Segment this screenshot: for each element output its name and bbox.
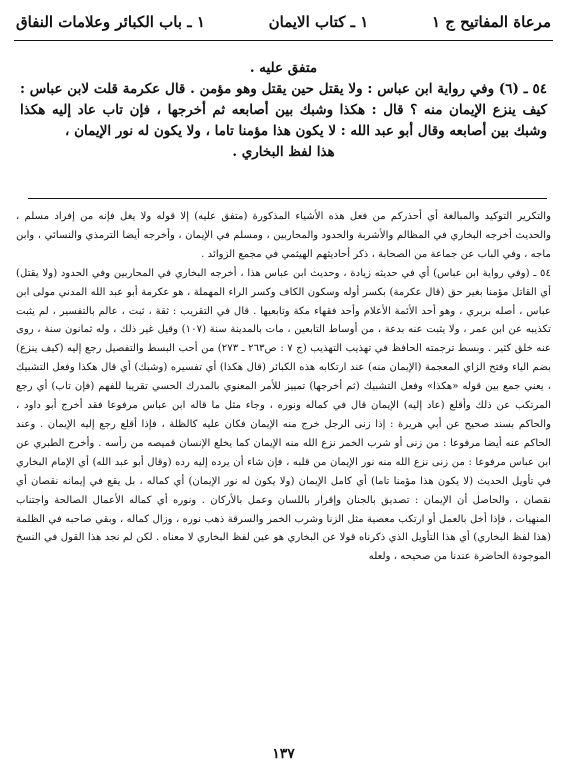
section-divider bbox=[28, 198, 547, 199]
hadith-ending: هذا لفظ البخاري . bbox=[232, 144, 335, 160]
hadith-block bbox=[20, 58, 547, 163]
commentary-paragraph: ٥٤ ـ (وفي رواية ابن عباس) أي في حديثه زيادة ، وحديث ابن عباس هذا ، أخرجه البخاري في المحاربين وفي الحدود (ولا يقتل) أي القاتل مؤمنا بغير حق (قال عكرمة) بكسر أوله وسكون الكاف وكسر الراء المهملة ، هو عكرمة أبو عبد الله المدني مولى ابن عباس ، أصله بربري ، وهو أحد الأئمة الأعلام وأحد فقهاء مكة وتابعيها . قال في التقريب : ثقة ، ثبت ، عالم بالتفسير ، لم يثبت تكذيبه عن ابن عمر ، ولا يثبت عنه بدعة ، من أوساط التابعين ، مات بالمدينة سنة (١٠٧) وقيل غير ذلك ، وله ثمانون سنة ، روى عنه خلق كثير . وبسط ترجمته الحافظ في تهذيب التهذيب (ج ٧ : ص٢٦٣ ـ ٢٧٣) من أحب البسط والتفصيل رجع إليه (كيف ينزع) بضم الياء وفتح الزاي المعجمة (الإيمان منه) عند ارتكابه هذه الكبائر (قال هكذا) أي تفسيره (وشبك) أي قال هكذا وفعل التشبيك ، يعني جمع بين قوله «هكذا» وفعل التشبيك (ثم أخرجها) تمييز للأمر المعنوي بالمدرك الحسي تقريبا للفهم (فإن تاب) أي رجع المرتكب عن ذلك وأقلع (عاد إليه) الإيمان قال في كماله ونوره ، وجاء مثل ما قاله ابن عباس مرفوعا فقد أخرج أبو داود ، والحاكم بسند صحيح عن أبي هريرة : إذا زنى الرجل خرج منه الإيمان فكان عليه كالظلة ، فإذا أقلع رجع إليه الإيمان . وعند الحاكم عنه أيضا مرفوعا : من زنى أو شرب الخمر نزع الله منه الإيمان كما يخلع الإنسان قميصه من رأسه . وأخرج الطبري عن ابن عباس مرفوعا : من زنى نزع الله منه نور الإيمان من قلبه ، فإن شاء أن يرده إليه رده (وقال أبو عبد الله) أي الإمام البخاري في تأويل الحديث (لا يكون هذا مؤمنا تاما) أي كامل الإيمان (ولا يكون له نور الإيمان) أي كماله ، بل يقع في إيمانه نقصان أي نقصان ، والحاصل أن الإيمان : تصديق بالجنان وإقرار باللسان وعمل بالأركان . ونوره أي كماله الأعمال الصالحة واجتناب المنهيات ، فإذا أخل بالعمل أو ارتكب معصية مثل الزنا وشرب الخمر والسرقة ذهب نوره ، وزال كماله ، وبقي صاحبه في الظلمة (هذا لفظ البخاري) أي هذا التأويل الذي ذكرناه قولا عن البخاري هو عين لفظ البخاري لا معناه . لكن لم نجد هذا القول في النسخ الموجودة الحاضرة عندنا من صحيحه ، ولعله bbox=[16, 267, 551, 563]
commentary-paragraph: والتكرير التوكيد والمبالغة أي أحذركم من فعل هذه الأشياء المذكورة (متفق عليه) إلا قوله ولا يغل فإنه من إفراد مسلم ، والحديث أخرجه البخاري في المظالم والأشربة والحدود والمحاربين ، ومسلم في الإيمان ، وأخرجه أيضا الترمذي والنسائي ، وابن ماجه ، وفي الباب عن جماعة من الصحابة ، ذكر أحاديثهم الهيثمي في مجمع الزوائد . bbox=[16, 211, 551, 260]
page-number: ١٣٧ bbox=[272, 746, 295, 762]
hadith-text: ٥٤ ـ (٦) وفي رواية ابن عباس : ولا يقتل حين يقتل وهو مؤمن . قال عكرمة قلت لابن عباس : كيف ينزع الإيمان منه ؟ قال : هكذا وشبك بين أصابعه ثم أخرجها ، فإن تاب عاد إليه هكذا وشبك بين أصابعه وقال أبو عبد الله : لا يكون هذا مؤمنا تاما ، ولا يكون له نور الإيمان ، bbox=[20, 81, 547, 139]
header-section-title: ١ ـ باب الكبائر وعلامات النفاق bbox=[16, 13, 205, 31]
header-chapter-title: ١ ـ كتاب الايمان bbox=[268, 13, 369, 31]
running-header bbox=[16, 8, 551, 36]
commentary-block bbox=[16, 208, 551, 567]
header-divider bbox=[14, 40, 553, 41]
header-book-title: مرعاة المفاتيح ج ١ bbox=[431, 13, 551, 31]
hadith-mutafaq-note: متفق عليه . bbox=[249, 60, 318, 76]
